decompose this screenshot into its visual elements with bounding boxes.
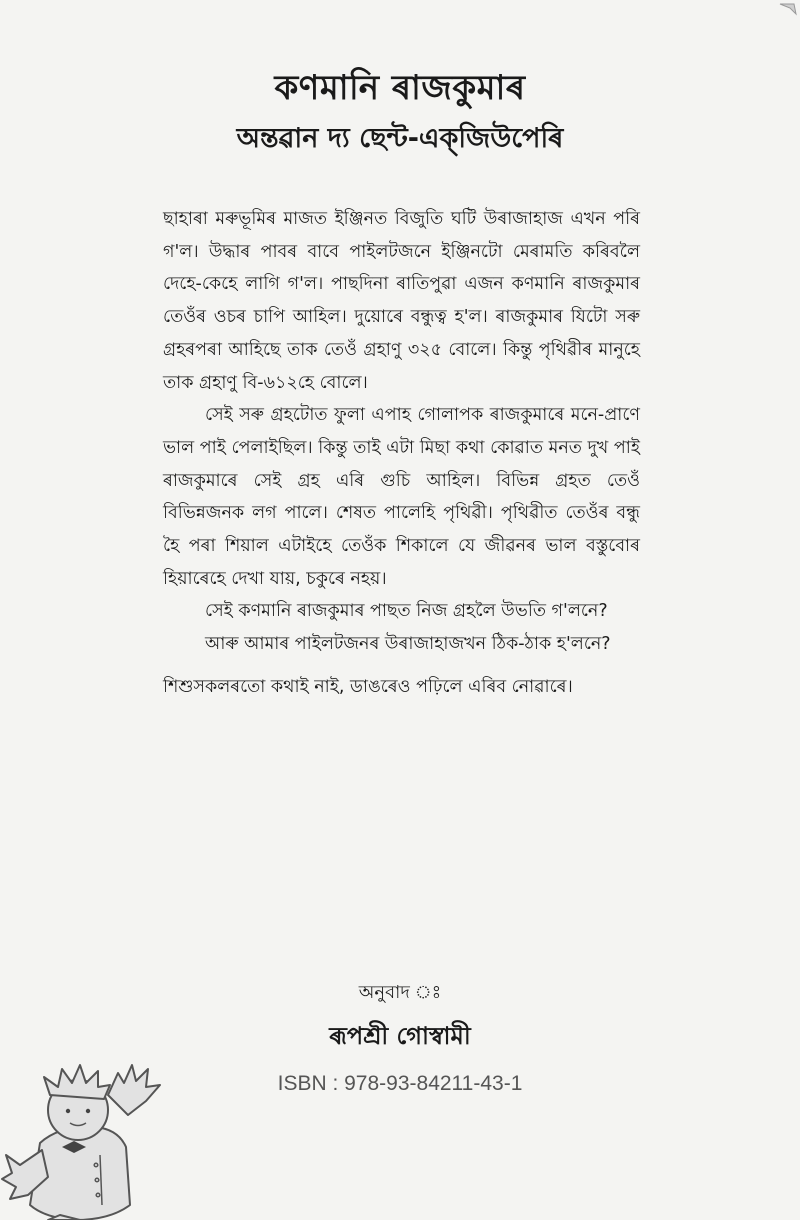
author-name: অন্তৱান দ্য ছেন্ট-এক্‌জিউপেৰি — [236, 123, 564, 154]
blurb — [163, 203, 640, 704]
translator-label: অনুবাদ ঃ — [358, 982, 442, 1003]
blurb-paragraph: শিশুসকলৰতো কথাই নাই, ডাঙৰেও পঢ়িলে এৰিব নোৱাৰে। — [163, 676, 573, 697]
blurb-paragraph: সেই কণমানি ৰাজকুমাৰ পাছত নিজ গ্ৰহলৈ উভতি গ'লনে? — [205, 601, 608, 622]
book-title: কণমানি ৰাজকুমাৰ — [274, 68, 526, 108]
blurb-paragraph: সেই সৰু গ্ৰহটোত ফুলা এপাহ গোলাপক ৰাজকুমাৰে মনে-প্ৰাণে ভাল পাই পেলাইছিল। কিন্তু তাই এটা মিছা কথা কোৱাত মনত দুখ পাই ৰাজকুমাৰে সেই গ্ৰহ এৰি গুচি আহিল। বিভিন্ন গ্ৰহত তেওঁ বিভিন্নজনক লগ পালে। শেষত পালেহি পৃথিৱী। পৃথিৱীত তেওঁৰ বন্ধু হৈ পৰা শিয়াল এটাইহে তেওঁক শিকালে যে জীৱনৰ ভাল বস্তুবোৰ হিয়াৰেহে দেখা যায়, চকুৰে নহয়। — [163, 405, 640, 589]
blurb-paragraph: ছাহাৰা মৰুভূমিৰ মাজত ইঞ্জিনত বিজুতি ঘটি উৰাজাহাজ এখন পৰি গ'ল। উদ্ধাৰ পাবৰ বাবে পাইলটজনে ইঞ্জিনটো মেৰামতি কৰিবলৈ দেহে-কেহে লাগি গ'ল। পাছদিনা ৰাতিপুৱা এজন কণমানি ৰাজকুমাৰ তেওঁৰ ওচৰ চাপি আহিল। দুয়োৰে বন্ধুত্ব হ'ল। ৰাজকুমাৰ যিটো সৰু গ্ৰহৰপৰা আহিছে তাক তেওঁ গ্ৰহাণু ৩২৫ বোলে। কিন্তু পৃথিৱীৰ মানুহে তাক গ্ৰহাণু বি-৬১২হে বোলে। — [163, 209, 640, 393]
blurb-paragraph: আৰু আমাৰ পাইলটজনৰ উৰাজাহাজখন ঠিক-ঠাক হ'লনে? — [205, 634, 611, 655]
translator-name: ৰূপশ্ৰী গোস্বামী — [329, 1022, 471, 1050]
page-corner-mark-icon — [760, 0, 800, 30]
isbn-number: ISBN : 978-93-84211-43-1 — [277, 1072, 523, 1095]
little-prince-illustration-icon — [0, 1055, 170, 1220]
